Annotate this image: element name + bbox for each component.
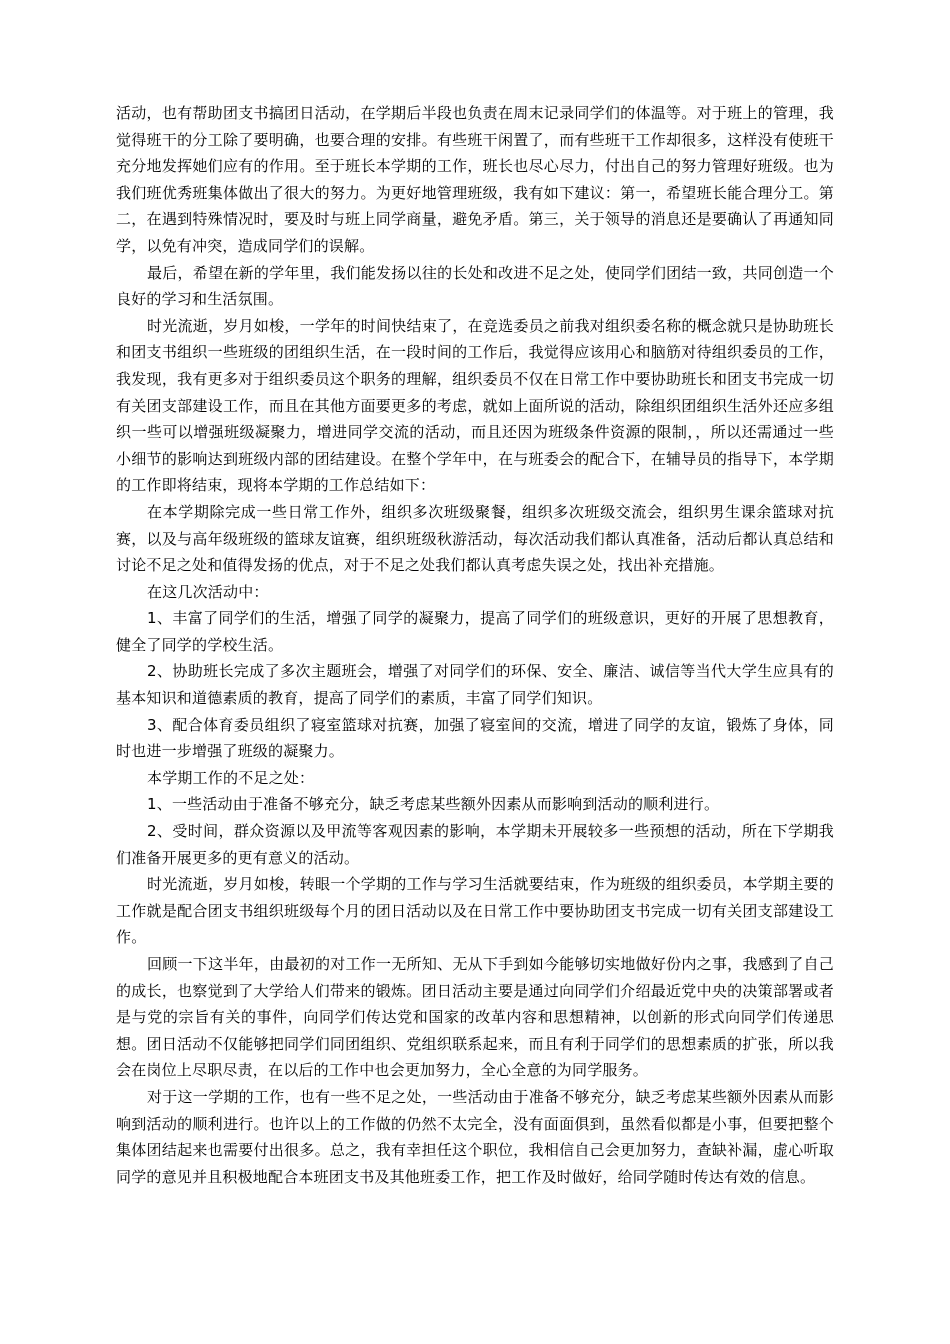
- paragraph-closing-wish: 最后，希望在新的学年里，我们能发扬以往的长处和改进不足之处，使同学们团结一致，共同创造一个良好的学习和生活氛围。: [116, 263, 834, 309]
- paragraph-conclusion: 对于这一学期的工作，也有一些不足之处，一些活动由于准备不够充分，缺乏考虑某些额外因素从而影响到活动的顺利进行。也许以上的工作做的仍然不太完全，没有面面俱到，虽然看似都是小事，但要把整个集体团结起来也需要付出很多。总之，我有幸担任这个职位，我相信自己会更加努力，查缺补漏，虚心听取同学的意见并且积极地配合本班团支书及其他班委工作，把工作及时做好，给同学随时传达有效的信息。: [116, 1087, 834, 1186]
- paragraph-semester-intro: 时光流逝，岁月如梭，转眼一个学期的工作与学习生活就要结束，作为班级的组织委员，本学期主要的工作就是配合团支书组织班级每个月的团日活动以及在日常工作中要协助团支书完成一切有关团支部建设工作。: [116, 875, 834, 947]
- paragraph-shortcoming-2: 2、受时间，群众资源以及甲流等客观因素的影响，本学期未开展较多一些预想的活动，所在下学期我们准备开展更多的更有意义的活动。: [116, 822, 834, 867]
- paragraph-shortcomings-heading: 本学期工作的不足之处：: [147, 768, 315, 787]
- paragraph-achievement-3: 3、配合体育委员组织了寝室篮球对抗赛，加强了寝室间的交流，增进了同学的友谊，锻炼了身体，同时也进一步增强了班级的凝聚力。: [116, 715, 834, 761]
- paragraph-activities-summary: 在本学期除完成一些日常工作外，组织多次班级聚餐，组织多次班级交流会，组织男生课余篮球对抗赛，以及与高年级班级的篮球友谊赛，组织班级秋游活动，每次活动我们都认真准备，活动后都认真总结和讨论不足之处和值得发扬的优点，对于不足之处我们都认真考虑失误之处，找出补充措施。: [116, 502, 834, 575]
- document-body: [116, 100, 834, 1190]
- paragraph-review: 回顾一下这半年，由最初的对工作一无所知、无从下手到如今能够切实地做好份内之事，我感到了自己的成长，也察觉到了大学给人们带来的锻炼。团日活动主要是通过向同学们介绍最近党中央的决策部署或者是与党的宗旨有关的事件，向同学们传达党和国家的改革内容和思想精神，以创新的形式向同学们传递思想。团日活动不仅能够把同学们同团组织、党组织联系起来，而且有利于同学们的思想素质的扩张，所以我会在岗位上尽职尽责，在以后的工作中也会更加努力，全心全意的为同学服务。: [116, 955, 834, 1080]
- paragraph-organizer-intro: 时光流逝，岁月如梭，一学年的时间快结束了，在竞选委员之前我对组织委名称的概念就只是协助班长和团支书组织一些班级的团组织生活，在一段时间的工作后，我觉得应该用心和脑筋对待组织委员的工作，我发现，我有更多对于组织委员这个职务的理解，组织委员不仅在日常工作中要协助班长和团支书完成一切有关团支部建设工作，而且在其他方面要更多的考虑，就如上面所说的活动，除组织团组织生活外还应多组织一些可以增强班级凝聚力，增进同学交流的活动，而且还因为班级条件资源的限制，，所以还需通过一些小细节的影响达到班级内部的团结建设。在整个学年中，在与班委会的配合下，在辅导员的指导下，本学期的工作即将结束，现将本学期的工作总结如下：: [116, 316, 834, 495]
- paragraph-achievement-1: 1、丰富了同学们的生活，增强了同学的凝聚力，提高了同学们的班级意识，更好的开展了思想教育，健全了同学的学校生活。: [116, 609, 834, 654]
- paragraph-class-management: 活动，也有帮助团支书搞团日活动，在学期后半段也负责在周末记录同学们的体温等。对于班上的管理，我觉得班干的分工除了要明确，也要合理的安排。有些班干闲置了，而有些班干工作却很多，这样没有使班干充分地发挥她们应有的作用。至于班长本学期的工作，班长也尽心尽力，付出自己的努力管理好班级。也为我们班优秀班集体做出了很大的努力。为更好地管理班级，我有如下建议：第一，希望班长能合理分工。第二，在遇到特殊情况时，要及时与班上同学商量，避免矛盾。第三，关于领导的消息还是要确认了再通知同学，以免有冲突，造成同学们的误解。: [116, 104, 834, 255]
- paragraph-activities-heading: 在这几次活动中：: [147, 582, 269, 601]
- paragraph-achievement-2: 2、协助班长完成了多次主题班会，增强了对同学们的环保、安全、廉洁、诚信等当代大学生应具有的基本知识和道德素质的教育，提高了同学们的素质，丰富了同学们知识。: [116, 662, 834, 708]
- paragraph-shortcoming-1: 1、一些活动由于准备不够充分，缺乏考虑某些额外因素从而影响到活动的顺利进行。: [147, 795, 720, 814]
